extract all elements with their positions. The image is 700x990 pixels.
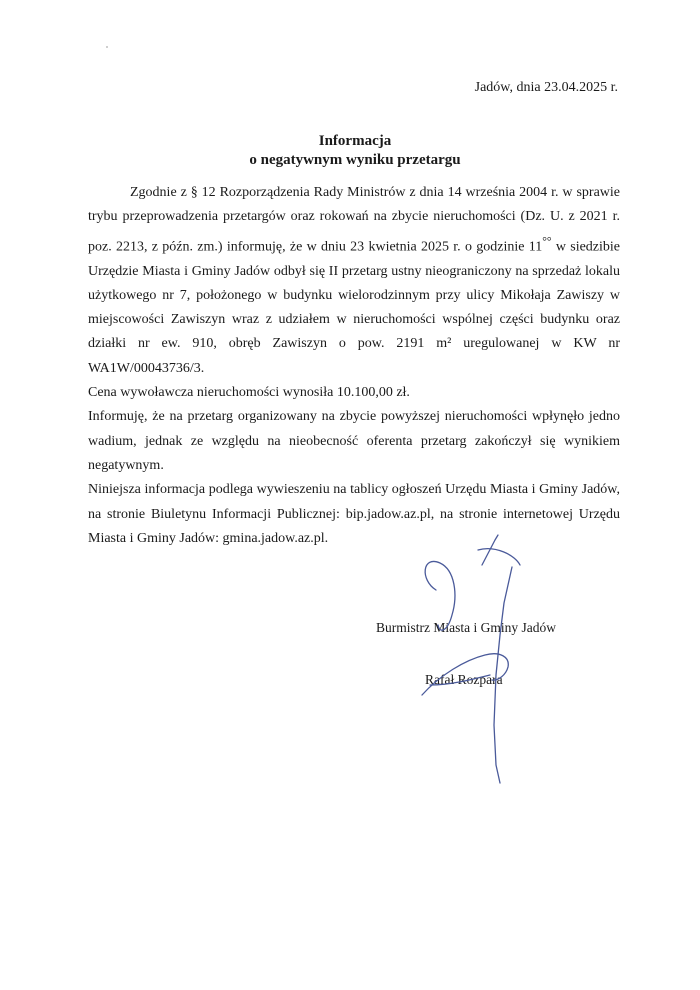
scan-speck xyxy=(106,46,108,48)
document-body xyxy=(88,181,620,551)
date-line: Jadów, dnia 23.04.2025 r. xyxy=(474,80,618,95)
body-paragraph-3: Informuję, że na przetarg organizowany na zbycie powyższej nieruchomości wpłynęło jedno wadium, jednak ze względu na nieobecność oferenta przetarg zakończył się wynikiem negatywnym. xyxy=(88,409,620,473)
handwritten-signature xyxy=(400,525,550,795)
body-paragraph-4: Niniejsza informacja podlega wywieszeniu na tablicy ogłoszeń Urzędu Miasta i Gminy Jadów, na stronie Biuletynu Informacji Publicznej: bip.jadow.az.pl, na stronie internetowej Urzędu Miasta i Gminy Jadów: gmina.jadow.az.pl. xyxy=(88,482,620,546)
document-title xyxy=(0,132,700,170)
signatory-name: Rafał Rozpara xyxy=(425,672,503,687)
body-paragraph-1-continued: w siedzibie Urzędzie Miasta i Gminy Jadów odbył się II przetarg ustny nieograniczony na sprzedaż lokalu użytkowego nr 7, położonego w budynku wielorodzinnym przy ulicy Mikołaja Zawiszy w miejscowości Zawiszyn wraz z udziałem w nieruchomości wspólnej części budynku oraz działki nr ew. 910, obręb Zawiszyn o pow. 2191 m² uregulowanej w KW nr WA1W/00043736/3. xyxy=(88,239,621,376)
title-line-1: Informacja xyxy=(318,133,392,149)
body-paragraph-2: Cena wywoławcza nieruchomości wynosiła 10.100,00 zł. xyxy=(88,385,410,401)
body-paragraph-1-text: Zgodnie z § 12 Rozporządzenia Rady Ministrów z dnia 14 września 2004 r. w sprawie trybu przeprowadzenia przetargów oraz rokowań na zbycie nieruchomości (Dz. U. z 2021 r. poz. 2213, z późn. zm.) informuję, że w dniu 23 kwietnia 2025 r. o godzinie 11 xyxy=(88,185,620,255)
title-line-2: o negatywnym wyniku przetargu xyxy=(249,152,461,168)
body-paragraph-1 xyxy=(88,181,620,381)
signatory-role: Burmistrz Miasta i Gminy Jadów xyxy=(376,620,556,635)
hour-superscript: °° xyxy=(542,234,552,248)
